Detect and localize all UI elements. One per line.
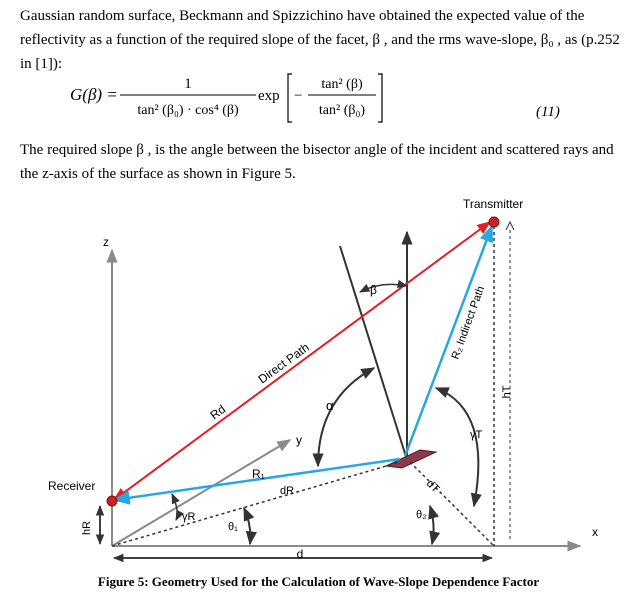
eq-inner-numerator: tan² (β) bbox=[321, 77, 363, 92]
gamma-r-label: γR bbox=[182, 511, 196, 523]
x-axis-label: x bbox=[592, 525, 598, 539]
beta-label: β bbox=[370, 283, 377, 297]
hr-label: hR bbox=[81, 520, 93, 536]
r1-label: R₁ bbox=[252, 467, 265, 481]
transmitter-label: Transmitter bbox=[463, 197, 524, 211]
receiver-node bbox=[107, 496, 117, 506]
theta2-label: θ₂ bbox=[416, 509, 427, 521]
equation-11 bbox=[70, 70, 590, 130]
gamma-t-arc bbox=[436, 388, 478, 506]
equation-svg bbox=[70, 70, 590, 130]
dr-label: dR bbox=[280, 485, 295, 497]
eq-right-bracket bbox=[378, 74, 382, 122]
theta1-arc bbox=[244, 508, 250, 544]
receiver-label: Receiver bbox=[48, 479, 96, 493]
transmitter-node bbox=[489, 217, 499, 227]
rd-label: Rd bbox=[207, 402, 229, 423]
y-axis-label: y bbox=[296, 433, 302, 447]
d-label: d bbox=[296, 547, 304, 561]
facet-bisector bbox=[340, 246, 407, 460]
theta2-arc bbox=[430, 506, 434, 544]
dt-line bbox=[410, 462, 494, 546]
gamma-r-arc bbox=[172, 494, 177, 520]
theta1-label: θ₁ bbox=[228, 521, 238, 533]
eq-exp: exp bbox=[258, 88, 280, 104]
figure-caption: Figure 5: Geometry Used for the Calculation of Wave-Slope Dependence Factor bbox=[97, 574, 540, 589]
eq-numerator: 1 bbox=[184, 76, 192, 92]
gamma-t-label: γT bbox=[470, 429, 483, 441]
eq-inner-denominator: tan² (β₀) bbox=[318, 103, 366, 118]
eq-minus: − bbox=[294, 88, 303, 104]
eq-lhs: G(β) = bbox=[70, 85, 118, 104]
eq-left-bracket bbox=[288, 74, 292, 122]
r2-line bbox=[405, 226, 492, 456]
paragraph-slope: The required slope β , is the angle between the bisector angle of the incident and scattered rays and the z-axis of the surface as shown in Figure 5. bbox=[20, 142, 614, 182]
alpha-label: α bbox=[326, 398, 334, 413]
equation-number: (11) bbox=[536, 104, 560, 120]
direct-path-line bbox=[114, 222, 490, 500]
alpha-arc bbox=[318, 368, 374, 466]
eq-denominator: tan² (β₀) · cos⁴ (β) bbox=[137, 103, 239, 118]
indirect-path-label: R₂ Indirect Path bbox=[449, 284, 488, 362]
direct-path-label: Direct Path bbox=[255, 340, 312, 387]
paragraph-intro: Gaussian random surface, Beckmann and Spizzichino have obtained the expected value of the reflectivity as a function of the required slope of the facet, β , and the rms wave-slope, β₀ , as (p.252 in [1]): bbox=[20, 8, 620, 72]
z-axis-label: z bbox=[103, 235, 109, 249]
y-axis bbox=[112, 440, 290, 546]
dt-label: dT bbox=[423, 477, 442, 496]
figure-5-diagram bbox=[0, 190, 637, 570]
ht-label: hT bbox=[501, 385, 513, 399]
